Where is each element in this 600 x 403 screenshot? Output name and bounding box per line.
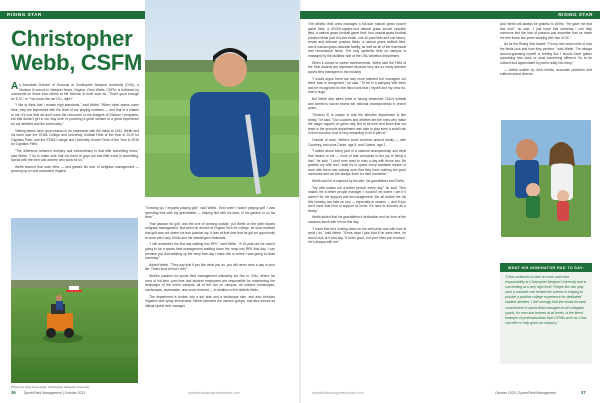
paragraph: "I know that he's looking down on me with pride and with love at what I do," said Webb. "Some days I joke that if he were here, he would look at it and say, 'It looks good, but your lines are crooked.' He's always with me." <box>308 226 406 245</box>
quote-text: "Chris continues to take on more and more responsibility at Christopher Newport University and is succeeding at a very high level. People like him play such a valuable role behind the scenes in helping to provide a positive college experience for dedicated student-athletes. I feel strongly that the broad-focused commitment of sports field managers to all collegiate sports, for men and women at all levels, is the finest example of professionalism that CSFMs such as Chris can offer to help grow our industry." <box>505 275 587 325</box>
drop-cap: A <box>11 81 19 92</box>
footer-publication: October 2023 | SportsField Management <box>495 391 557 395</box>
right-page <box>300 0 600 403</box>
paragraph: Visiting teams have good reason to be impressed with the fields at CNU. Webb and his team won the STMA College and University Softball Field of the Year in 2019 for Captains Park, and the STMA College and University Soccer Field of the Year in 2016 for Captains Field. <box>11 128 139 147</box>
left-footer <box>0 389 300 397</box>
photo-credit: Photos by Kyle Cummings, Christopher Newport University <box>11 385 90 389</box>
article-title <box>11 27 156 75</box>
paragraph: As Associate Director of Grounds at Christopher Newport University (CNU), a Division III school in Newport News, Virginia, Chris Webb, CSFM, is bothered by comments he hears from others at the Division III level such as, "That's good enough for D III," or "You know this isn't D-I, right?" <box>11 81 139 101</box>
paragraph: That passion for golf, and the love of working outside, put Webb on the path toward turfgrass management. But when he arrived at Virginia Tech for college, he soon realized that golf was not where his true passion lay. It was at that time that he got an opportunity to work with Larry DiVito and the Washington Nationals. <box>145 221 275 240</box>
paragraph: Webb learned that work ethic — and gained his love of turfgrass management — growing up in rural southwest Virginia. <box>11 164 139 174</box>
section-banner: RISING STAR <box>0 11 300 19</box>
paragraph: Added Webb, "They say that if you like what you do, you will never work a day in your life. That's kind of how I feel." <box>145 262 275 272</box>
title-line-1: Christopher <box>11 26 133 51</box>
left-column-1 <box>11 83 139 215</box>
paragraph: Webb added that his grandfather's dedication and his love of the outdoors stuck with him to this day. <box>308 215 406 224</box>
field-photo <box>11 218 138 383</box>
paragraph: But Webb also takes pride in having witnessed CNU's softball and women's soccer teams win national championships in recent years. <box>308 97 406 111</box>
page-number: 37 <box>581 390 586 395</box>
footer-url[interactable]: sportsfieldmanagementonline.com <box>188 391 240 395</box>
footer-url[interactable]: sportsfieldmanagementonline.com <box>312 391 364 395</box>
quote-heading: WHAT HIS NOMINATOR HAD TO SAY: <box>500 264 592 272</box>
paragraph: As for the Rising Star Award: "I'm my own worst critic of how the fields look and how they perform," said Webb. "I'm always second-guessing myself or feeling like I should have gotten something else done or done something different. So to be noticed and appreciated by peers really hits deep." <box>500 42 592 65</box>
right-footer <box>300 389 600 397</box>
right-column-2 <box>500 22 592 118</box>
paragraph: "I like to think that I remain high standards," said Webb. "When other teams come here, they are impressed with the level of our playing surfaces — and that is a shame to me. It's true that we don't have the resources or the budgets of Division I programs, but that doesn't get in our way here of providing a great surface or a great experience for our athletes and the community." <box>11 103 139 126</box>
title-line-2: Webb, CSFM <box>11 50 143 75</box>
page-number: 36 <box>11 390 16 395</box>
paragraph: "I talked about being part of a national championship and what that means to me — none of that compares to the joy of being a dad," he said. "I don't ever want to miss a day with those two. Be grateful my wife and I both try to spend every available minute of work with them and making sure that they have nothing but good memories and we are always there for their moments." <box>308 149 406 177</box>
family-photo <box>501 120 591 237</box>
byline: — Article written by John Kmitta, associate publisher and editorial brand director. <box>500 67 592 77</box>
left-column-2 <box>145 206 275 386</box>
paragraph: "The difference between ordinary and extraordinary is that little something extra," said Webb. "I try to make sure that my team of guys put that little extra in something. Speak with the men and women who work for us." <box>11 149 139 163</box>
paragraph: "My wife makes me a better person every day," he said. "She makes me a better people manager. I wouldn't be where I am if it weren't for her support and encouragement. We all realize the toll this industry can take on you — especially in season — and if you don't have that kind of support at home, it's hard to function as a family." <box>308 185 406 213</box>
paragraph: When it comes to career achievements, Webb said the Field of the Year Awards are important because they are so many talented sports field managers in the industry. <box>308 60 406 74</box>
paragraph: And Webb will always be grateful to DiVito. "He gave me that first shot," he said. "I just hope that someday I can help someone find the love of passion and expertise that he made me feel those two years working with him in DC." <box>500 22 592 40</box>
paragraph: Outside of work, Webb's world revolves around family — wife Courtney, and sons Carter, age 5, and Carson, age 2. <box>308 138 406 147</box>
section-banner: RISING STAR <box>300 11 600 19</box>
paragraph: "I would argue there are way more talented turf managers out there than is recognized," he said. "To be in a category with them and be recognized for the hard work that I myself and my crew do, that is huge." <box>308 76 406 95</box>
right-column-1 <box>308 22 406 380</box>
paragraph: "I still remember the first day walking into RFK," said Webb. "A 19-year-old me wasn't going to be a sports field management walking down the ramp into RFK that day. I can promise you that walking up the ramp that day I knew this is where I was going to head someday." <box>145 242 275 261</box>
paragraph: Webb's passion for sports field management ultimately led him to CNU, where his crew of full-time, part-time and student employees are responsible for maintaining the landscape of the entire campus, all of the turf on campus, all outdoor hardscapes, hardscapes, stormwater, and snow removal — in addition to the athletic fields. <box>145 274 275 292</box>
paragraph: Webb said he is inspired by his wife, his grandfather and DiVito. <box>312 179 405 184</box>
nominator-quote-box <box>500 263 592 364</box>
paragraph: "Division III is unique in that the athletics department is like family," he said. "Our coaches and athletes are the ones who make the magic happen on game day. But to sit here and know that our team in the grounds department was able to play even a small role in their success, that is very rewarding to be a part of." <box>308 113 406 136</box>
paragraph: "Growing up, I enjoyed playing golf," said Webb. "And when I wasn't playing golf, I was spending time with my grandfather — helping him with his lawn, in his garden or on his farm." <box>145 206 275 220</box>
paragraph: The department is broken into a turf side and a landscape side, and also includes irrigation and spray technicians. Webb oversees the various groups, and also serves as official sports field manager. <box>145 294 275 308</box>
portrait-photo <box>145 0 300 197</box>
footer-publication: SportsField Management | October 2023 <box>24 391 86 395</box>
paragraph: The athletic field crew manages a full-size natural grass soccer game field, a 40,000-square-foot natural grass soccer practice field, a natural grass football game field, four natural grass football practice fields (two full-size fields, one 40-yard field and one sliver), tennis and defense practice fields, a natural grass softball field, and a natural grass baseball facility, as well as all of the intermural and recreational fields. The only synthetic field on campus is managed by the facilities side of the CNU athletics department. <box>308 22 406 58</box>
